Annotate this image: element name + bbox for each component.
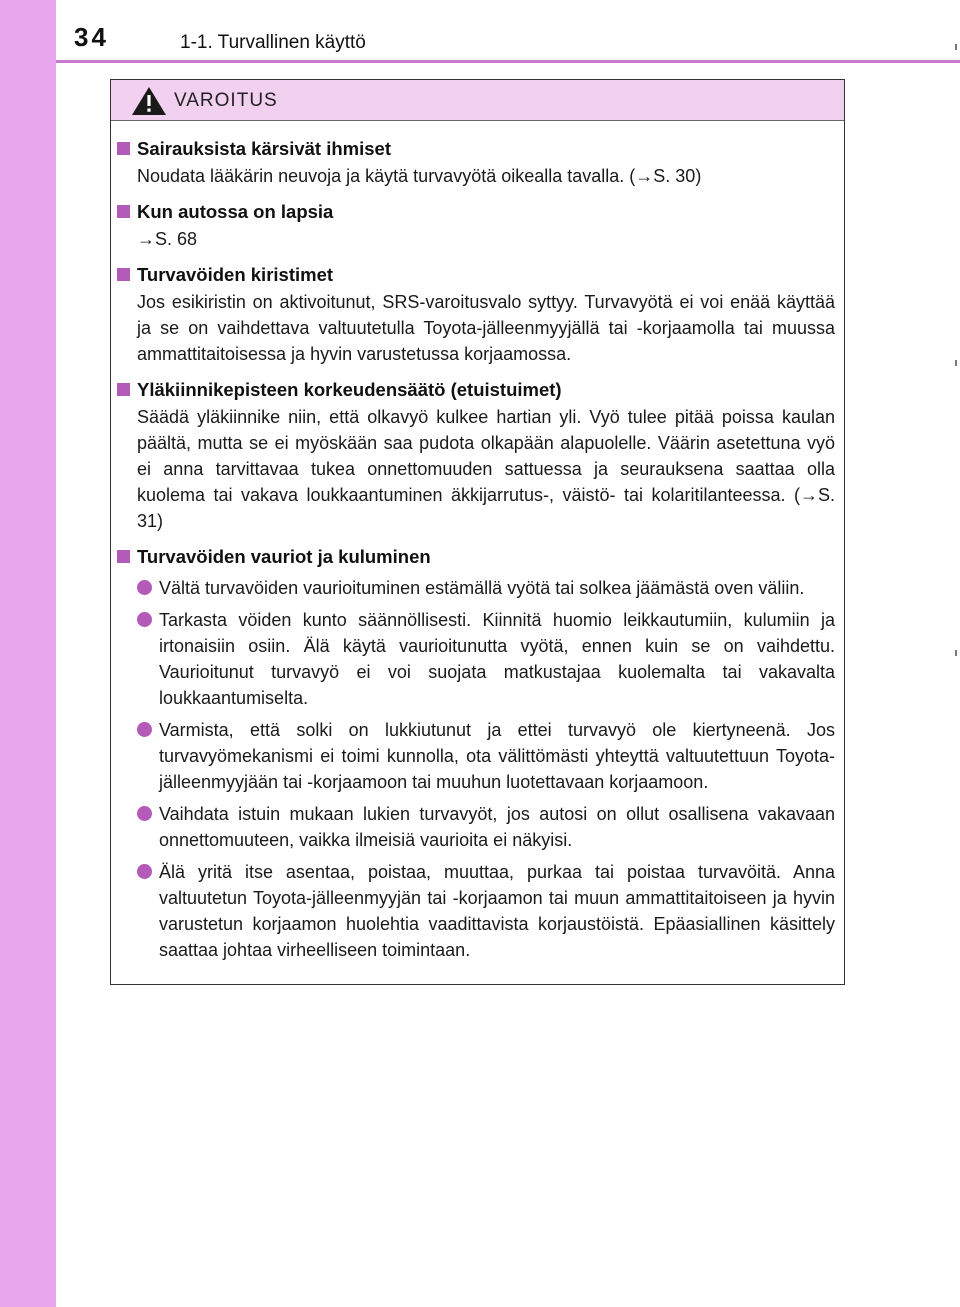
round-bullet-icon: [137, 864, 152, 879]
bullet-text: Älä yritä itse asentaa, poistaa, muuttaa, purkaa tai poistaa turvavöitä. Anna valtuutetun Toyota-jälleenmyyjän tai -korjaamon tai muun ammattitaitoiseen ja hyvin varustetun korjaamon huolehtia vaadittavista korjaustöistä. Epäasiallinen käsittely saattaa johtaa virheelliseen toimintaan.: [159, 862, 835, 960]
item-text: →S. 68: [137, 229, 198, 249]
item-heading-text: Kun autossa on lapsia: [137, 201, 334, 222]
item-heading: [117, 198, 835, 226]
item-heading: [117, 135, 835, 163]
item-heading-text: Sairauksista kärsivät ihmiset: [137, 138, 392, 159]
item-text: Noudata lääkärin neuvoja ja käytä turvavyötä oikealla tavalla. (→S. 30): [137, 166, 702, 186]
item-heading: [117, 261, 835, 289]
warning-item: [117, 135, 835, 189]
bullet-item: [117, 801, 835, 853]
bullet-item: [117, 575, 835, 601]
item-heading: [117, 543, 835, 571]
warning-item: [117, 376, 835, 534]
header-divider: [56, 60, 960, 63]
bullet-text: Vältä turvavöiden vaurioituminen estämällä vyötä tai solkea jäämästä oven väliin.: [159, 578, 805, 598]
section-title: 1-1. Turvallinen käyttö: [180, 32, 366, 53]
round-bullet-icon: [137, 612, 152, 627]
square-bullet-icon: [117, 205, 130, 218]
page-side-strip: [0, 0, 56, 1307]
bullet-text: Varmista, että solki on lukkiutunut ja ettei turvavyö ole kiertyneenä. Jos turvavyömekanismi ei toimi kunnolla, ota välittömästi yhteyttä valtuutettuun Toyota-jälleenmyyjään tai -korjaamoon tai muuhun luotettavaan korjaamoon.: [159, 720, 835, 792]
warning-item: [117, 261, 835, 367]
round-bullet-icon: [137, 806, 152, 821]
warning-item: [117, 198, 835, 252]
bullet-text: Tarkasta vöiden kunto säännöllisesti. Kiinnitä huomio leikkautumiin, kulumiin ja irtonaisiin osiin. Älä käytä vaurioitunutta vyötä, ennen kuin se on vaihdettu. Vaurioitunut turvavyö ei voi suojata matkustajaa kuolemalta tai vakavalta loukkaantumiselta.: [159, 610, 835, 708]
warning-title: VAROITUS: [174, 90, 278, 111]
warning-triangle-icon: [131, 86, 167, 116]
bullet-item: [117, 717, 835, 795]
square-bullet-icon: [117, 142, 130, 155]
bullet-item: [117, 859, 835, 963]
item-heading-text: Turvavöiden kiristimet: [137, 264, 334, 285]
round-bullet-icon: [137, 580, 152, 595]
page-number: 34: [74, 22, 109, 52]
warning-body: [111, 121, 844, 963]
square-bullet-icon: [117, 268, 130, 281]
margin-tick-mark: [955, 360, 957, 366]
item-heading: [117, 376, 835, 404]
margin-tick-mark: [955, 44, 957, 50]
bullet-item: [117, 607, 835, 711]
warning-header: [111, 80, 844, 121]
warning-item: [117, 543, 835, 963]
round-bullet-icon: [137, 722, 152, 737]
margin-tick-mark: [955, 650, 957, 656]
item-text: Jos esikiristin on aktivoitunut, SRS-varoitusvalo syttyy. Turvavyötä ei voi enää käyttää ja se on vaihdettava valtuutetulla Toyota-jälleenmyyjällä tai -korjaamolla tai muussa ammattitaitoisessa ja hyvin varustetussa korjaamossa.: [137, 292, 835, 364]
item-heading-text: Yläkiinnikepisteen korkeudensäätö (etuistuimet): [137, 379, 562, 400]
square-bullet-icon: [117, 550, 130, 563]
warning-box: [110, 79, 845, 985]
item-text: Säädä yläkiinnike niin, että olkavyö kulkee hartian yli. Vyö tulee pitää poissa kaulan päältä, mutta se ei myöskään saa pudota olkapään alapuolelle. Väärin asetettuna vyö ei anna tarvittavaa tukea onnettomuuden sattuessa ja seurauksena saattaa olla kuolema tai vakava loukkaantuminen äkkijarrutus-, väistö- tai kolaritilanteessa. (→S. 31): [137, 407, 835, 531]
item-heading-text: Turvavöiden vauriot ja kuluminen: [137, 546, 431, 567]
bullet-text: Vaihdata istuin mukaan lukien turvavyöt, jos autosi on ollut osallisena vakavaan onnettomuuteen, vaikka ilmeisiä vaurioita ei näkyisi.: [159, 804, 835, 850]
square-bullet-icon: [117, 383, 130, 396]
